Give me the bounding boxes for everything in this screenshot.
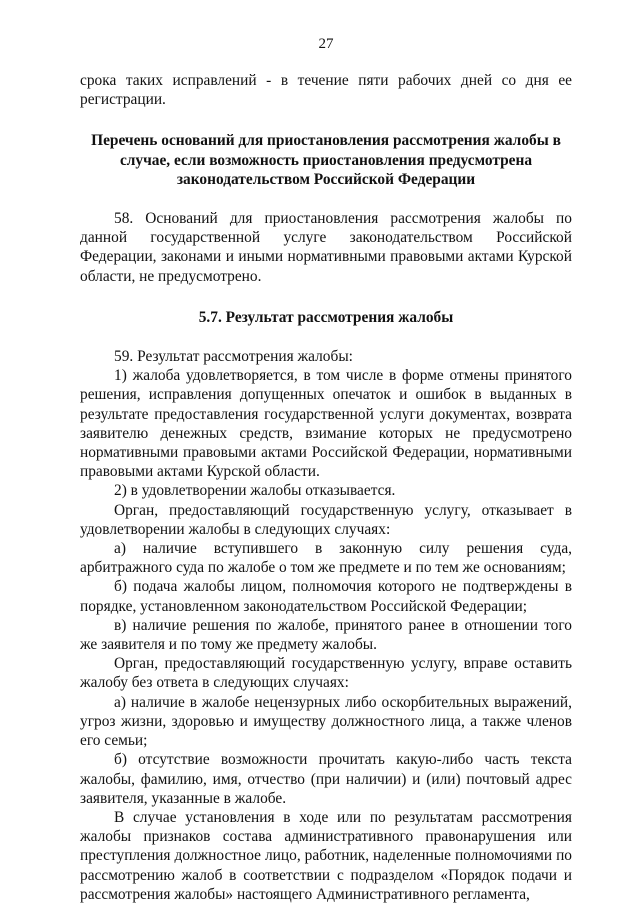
leave-intro: Орган, предоставляющий государственную услугу, вправе оставить жалобу без ответа в следующих случаях: <box>80 655 572 692</box>
paragraph-58: 58. Оснований для приостановления рассмотрения жалобы по данной государственной услуге законодательством Российской Федерации, законами и иными нормативными правовыми актами Курской области, не предусмотрено. <box>80 210 572 285</box>
leave-item-a: а) наличие в жалобе нецензурных либо оскорбительных выражений, угроз жизни, здоровью и имуществу должностного лица, а также членов его семьи; <box>80 693 572 750</box>
section-heading-suspension: Перечень оснований для приостановления рассмотрения жалобы в случае, если возможность приостановления предусмотрена законодательством Российской Федерации <box>91 132 561 188</box>
refuse-intro: Орган, предоставляющий государственную услугу, отказывает в удовлетворении жалобы в следующих случаях: <box>80 501 572 538</box>
continuation-paragraph: срока таких исправлений - в течение пяти рабочих дней со дня ее регистрации. <box>80 72 572 109</box>
paragraph-59: 59. Результат рассмотрения жалобы: <box>114 348 353 366</box>
refuse-item-v: в) наличие решения по жалобе, принятого ранее в отношении того же заявителя и по тому же предмету жалобы. <box>80 616 572 654</box>
section-heading-5-7: 5.7. Результат рассмотрения жалобы <box>198 308 454 326</box>
refuse-item-b: б) подача жалобы лицом, полномочия которого не подтверждены в порядке, установленном законодательством Российской Федерации; <box>80 578 572 615</box>
final-paragraph: В случае установления в ходе или по результатам рассмотрения жалобы признаков состава административного правонарушения или преступления должностное лицо, работник, наделенные полномочиями по рассмотрению жалоб в соответствии с подразделом «Порядок подачи и рассмотрения жалобы» настоящего Административного регламента, <box>80 808 572 903</box>
item-2: 2) в удовлетворении жалобы отказывается. <box>114 482 396 500</box>
page-number: 27 <box>318 36 334 52</box>
leave-item-b: б) отсутствие возможности прочитать какую-либо часть текста жалобы, фамилию, имя, отчество (при наличии) и (или) почтовый адрес заявителя, указанные в жалобе. <box>80 751 572 807</box>
item-1: 1) жалоба удовлетворяется, в том числе в форме отмены принятого решения, исправления допущенных опечаток и ошибок в выданных в результате предоставления государственной услуги документах, возврата заявителю денежных средств, взимание которых не предусмотрено нормативными правовыми актами Российской Федерации, нормативными правовыми актами Курской области. <box>80 367 572 481</box>
refuse-item-a: а) наличие вступившего в законную силу решения суда, арбитражного суда по жалобе о том же предмете и по тем же основаниям; <box>80 540 572 577</box>
